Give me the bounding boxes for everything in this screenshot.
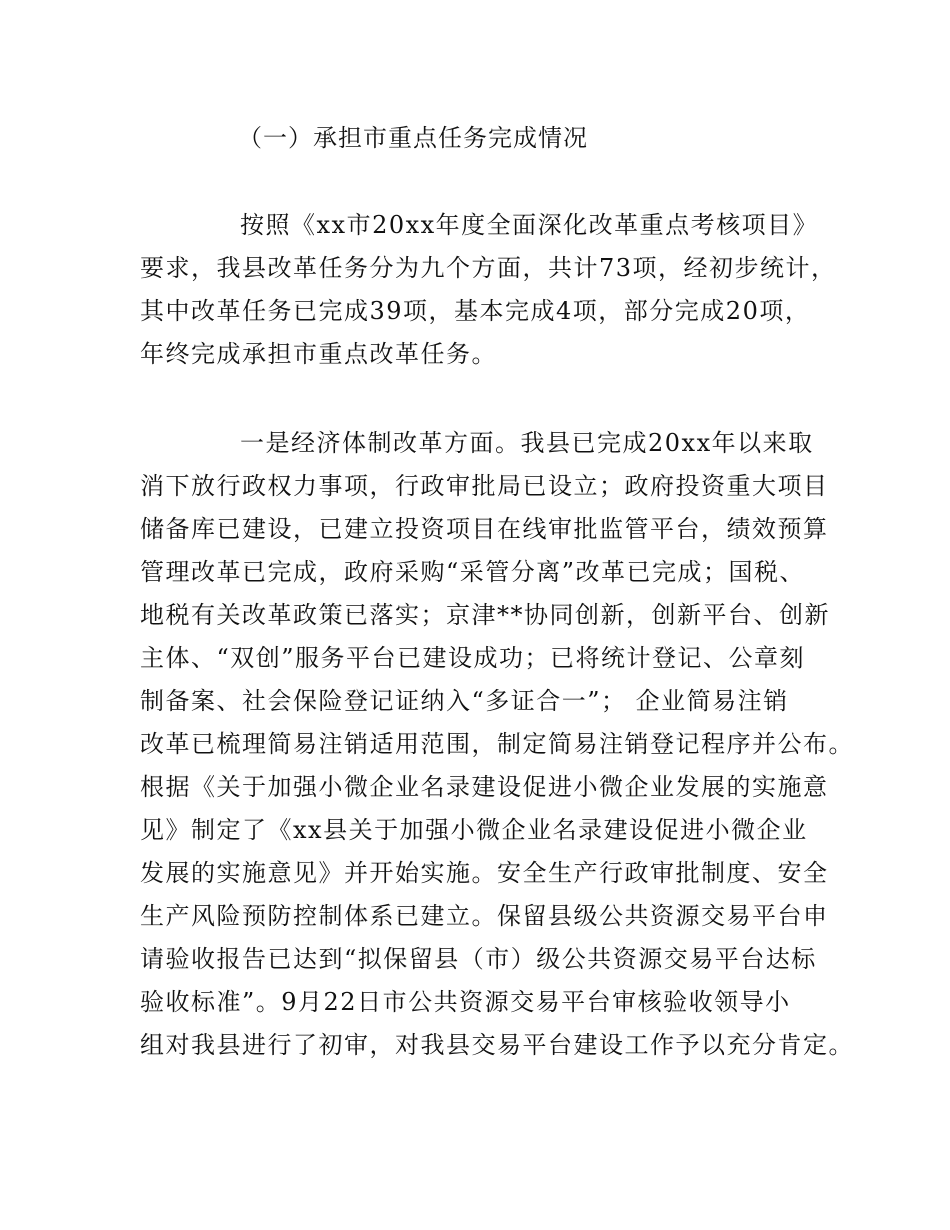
paragraph-line: 管理改革已完成，政府采购“采管分离”改革已完成；国税、 (140, 558, 806, 586)
paragraph-line: 地税有关改革政策已落实；京津**协同创新，创新平台、创新 (140, 601, 830, 629)
paragraph-line: 其中改革任务已完成39项，基本完成4项，部分完成20项， (140, 297, 811, 325)
paragraph-line: 制备案、社会保险登记证纳入“多证合一”； 企业简易注销 (140, 687, 789, 715)
paragraph-line: 生产风险预防控制体系已建立。保留县级公共资源交易平台申 (140, 902, 829, 930)
paragraph-line: 一是经济体制改革方面。我县已完成20xx年以来取 (240, 429, 814, 457)
paragraph-line: 消下放行政权力事项，行政审批局已设立；政府投资重大项目 (140, 472, 829, 500)
paragraph-line: 储备库已建设，已建立投资项目在线审批监管平台，绩效预算 (140, 515, 829, 543)
paragraph-economic-reform (140, 422, 854, 1067)
paragraph-line: 发展的实施意见》并开始实施。安全生产行政审批制度、安全 (140, 859, 829, 887)
paragraph-line: 要求，我县改革任务分为九个方面，共计73项，经初步统计， (140, 254, 837, 282)
section-heading: （一）承担市重点任务完成情况 (238, 124, 588, 152)
paragraph-line: 组对我县进行了初审，对我县交易平台建设工作予以充分肯定。 (140, 1031, 854, 1059)
paragraph-line: 见》制定了《xx县关于加强小微企业名录建设促进小微企业 (140, 816, 808, 844)
paragraph-line: 请验收报告已达到“拟保留县（市）级公共资源交易平台达标 (140, 945, 817, 973)
paragraph-task-summary (140, 204, 837, 376)
paragraph-line: 主体、“双创”服务平台已建设成功；已将统计登记、公章刻 (140, 644, 806, 672)
paragraph-line: 年终完成承担市重点改革任务。 (140, 340, 497, 368)
paragraph-line: 根据《关于加强小微企业名录建设促进小微企业发展的实施意 (140, 773, 829, 801)
paragraph-line: 验收标准”。9月22日市公共资源交易平台审核验收领导小 (140, 988, 791, 1016)
paragraph-line: 按照《xx市20xx年度全面深化改革重点考核项目》 (240, 211, 819, 239)
paragraph-line: 改革已梳理简易注销适用范围，制定简易注销登记程序并公布。 (140, 730, 854, 758)
